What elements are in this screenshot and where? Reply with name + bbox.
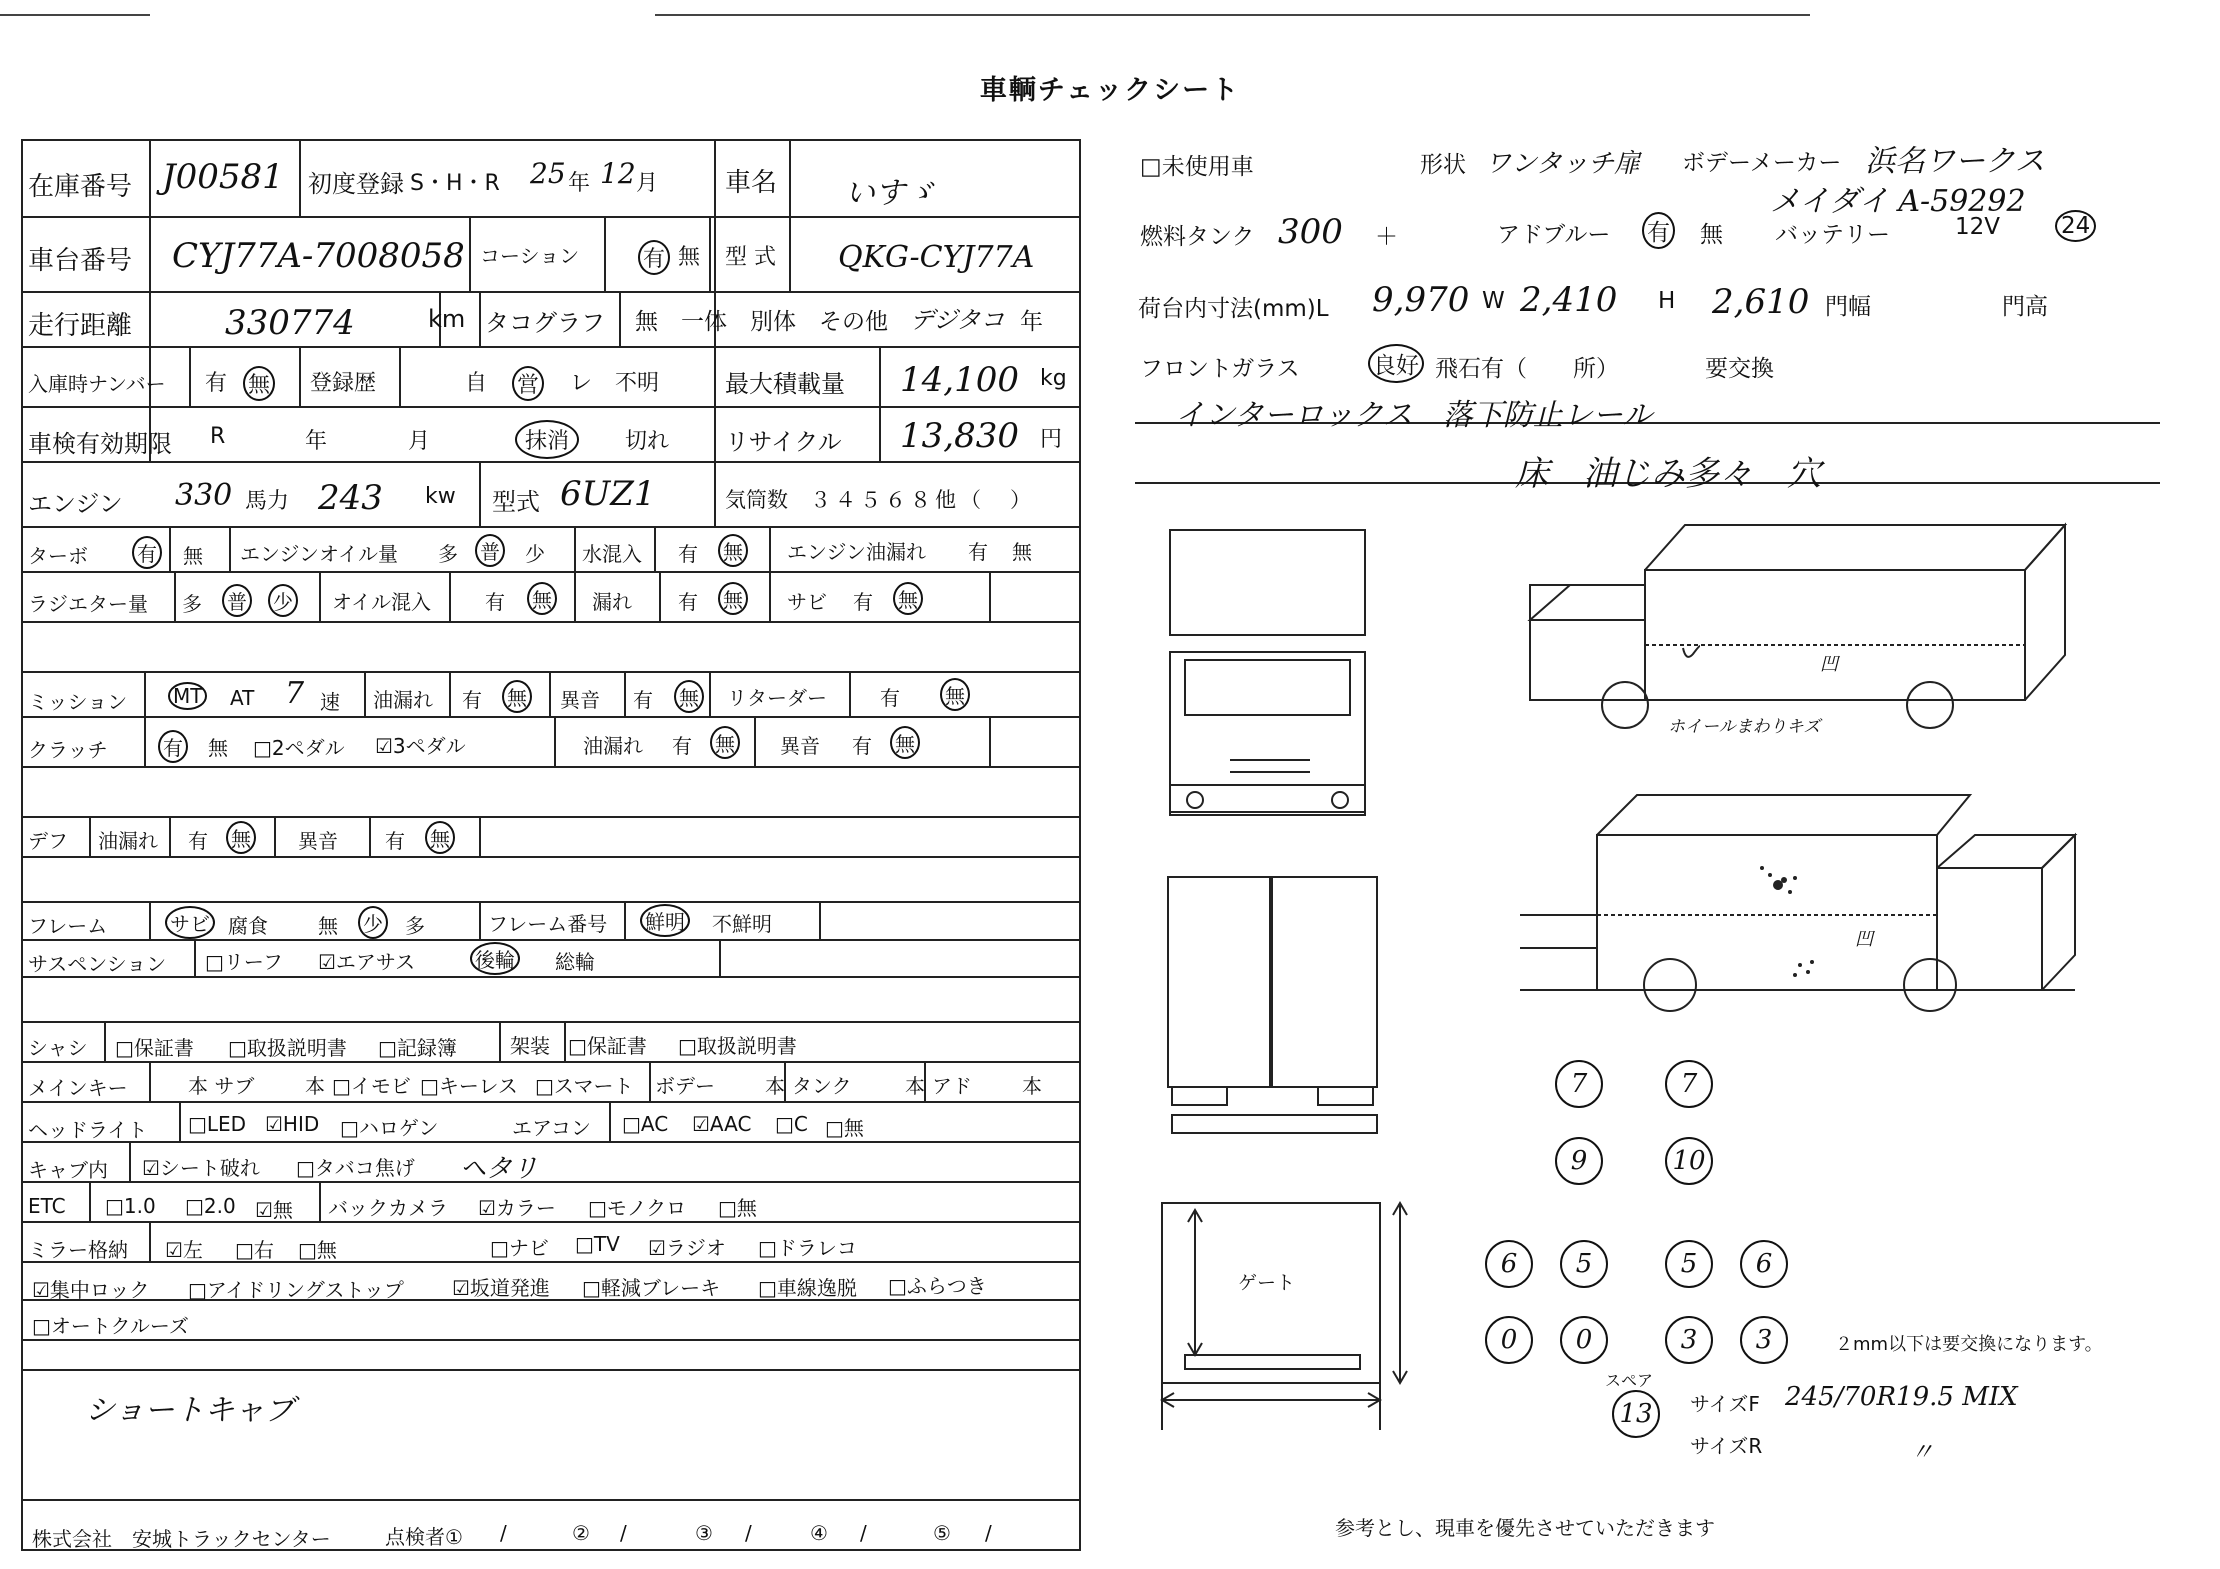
dashcam: □ドラレコ	[758, 1236, 857, 1260]
adblue-key-label: アド	[932, 1074, 972, 1098]
transmission-oil-leak-no: 無	[502, 680, 532, 713]
cabin-seat-torn: ☑シート破れ	[142, 1156, 260, 1180]
water-mix-yes: 有	[678, 542, 698, 566]
car-name-value: いすゞ	[845, 176, 935, 211]
water-mix-label: 水混入	[582, 542, 642, 566]
inspection-expiry-label: 車検有効期限	[28, 430, 172, 458]
inspection-year-unit: 年	[305, 429, 328, 454]
frame-rust: サビ	[165, 906, 215, 939]
coating-yes: 有	[638, 240, 670, 275]
engine-type-label: 型式	[492, 488, 540, 516]
battery-label: バッテリー	[1775, 222, 1890, 248]
mirror-right: □右	[235, 1238, 274, 1262]
inspection-cancelled: 抹消	[515, 420, 579, 459]
clutch-oil-leak-no: 無	[710, 726, 740, 759]
mileage-label: 走行距離	[28, 311, 133, 341]
inspector-slash-2: /	[620, 1521, 627, 1545]
door-width-label: 門幅	[1825, 294, 1871, 320]
two-pedal: □2ペダル	[253, 736, 345, 760]
idling-stop: □アイドリングストップ	[188, 1278, 404, 1302]
turbo-label: ターボ	[28, 544, 88, 568]
turbo-no: 無	[183, 544, 203, 568]
max-load-value: 14,100	[900, 360, 1019, 400]
engine-oil-high: 多	[438, 542, 458, 566]
radiator-leak-yes: 有	[678, 590, 698, 614]
cylinders-options: ３４５６８他（ ）	[810, 488, 1035, 512]
inspector-slot-2: ②	[572, 1521, 590, 1545]
unused-vehicle: □未使用車	[1140, 154, 1254, 180]
transmission-speed-unit: 速	[320, 690, 340, 714]
engine-oil-leak-yes: 有	[968, 540, 988, 564]
reg-unknown: 不明	[615, 371, 660, 396]
horsepower-value: 243	[318, 478, 383, 518]
radiator-high: 多	[182, 592, 202, 616]
battery-24v: 24	[2055, 210, 2096, 242]
inspection-month-unit: 月	[408, 429, 431, 454]
tank-key-count: 本	[905, 1074, 925, 1098]
tire-depth-rear1-left-outer: 6	[1485, 1240, 1533, 1288]
tire-depth-front2-left: 9	[1555, 1137, 1603, 1185]
tachograph-options: 無 一体 別体 その他	[635, 309, 888, 335]
suspension-rear: 後輪	[470, 942, 520, 975]
shape-value: ワンタッチ扉	[1485, 149, 1640, 179]
suspension-air: ☑エアサス	[318, 950, 416, 974]
back-camera-mono: □モノクロ	[588, 1196, 687, 1220]
lane-departure: □車線逸脱	[758, 1276, 857, 1300]
adblue-label: アドブルー	[1497, 222, 1611, 248]
chassis-warranty: □保証書	[115, 1036, 194, 1060]
stock-number-label: 在庫番号	[28, 172, 133, 202]
tire-depth-spare: 13	[1612, 1390, 1660, 1438]
inspector-slash-5: /	[985, 1521, 992, 1545]
coating-label: コーション	[480, 244, 580, 268]
engine-oil-leak-label: エンジン油漏れ	[787, 540, 926, 564]
cabin-label: キャブ内	[28, 1158, 108, 1182]
inspector-slash-4: /	[860, 1521, 867, 1545]
retarder-no: 無	[940, 678, 970, 711]
shape-label: 形状	[1420, 152, 1466, 178]
tire-depth-rear1-right-inner: 5	[1665, 1240, 1713, 1288]
windshield-good: 良好	[1368, 344, 1424, 383]
tire-depth-rear2-right-outer: 3	[1740, 1316, 1788, 1364]
clutch-label: クラッチ	[28, 738, 108, 762]
radiator-leak-label: 漏れ	[592, 590, 632, 614]
tire-depth-rear1-left-inner: 5	[1560, 1240, 1608, 1288]
engine-oil-leak-no: 無	[1012, 540, 1032, 564]
frame-number-clear: 鮮明	[640, 904, 690, 937]
clutch-yes: 有	[158, 730, 188, 763]
coating-no: 無	[678, 245, 701, 270]
dent-note-1: 凹	[1820, 654, 1838, 675]
recycle-value: 13,830	[900, 416, 1019, 456]
tire-depth-front-left: 7	[1555, 1060, 1603, 1108]
tire-depth-rear2-left-inner: 0	[1560, 1316, 1608, 1364]
back-camera-none: □無	[718, 1196, 757, 1220]
clutch-noise-no: 無	[890, 726, 920, 759]
windshield-label: フロントガラス	[1140, 356, 1300, 382]
hill-start-assist: ☑坂道発進	[452, 1276, 550, 1300]
navigation: □ナビ	[490, 1236, 549, 1260]
frame-none: 無	[318, 914, 338, 938]
recycle-unit: 円	[1040, 427, 1063, 452]
ac-manual: □AC	[622, 1112, 669, 1136]
dent-note-2: 凹	[1855, 929, 1873, 950]
back-camera-label: バックカメラ	[328, 1196, 448, 1220]
tank-key-label: タンク	[792, 1074, 852, 1098]
disclaimer: 参考とし、現車を優先させていただきます	[1335, 1516, 1715, 1540]
inspection-era: R	[210, 424, 226, 449]
etc-label: ETC	[28, 1194, 66, 1218]
tire-depth-rear1-right-outer: 6	[1740, 1240, 1788, 1288]
registration-history-label: 登録歴	[310, 371, 377, 396]
headlight-label: ヘッドライト	[28, 1118, 148, 1142]
engine-oil-low: 少	[525, 542, 545, 566]
oil-mix-label: オイル混入	[332, 590, 431, 614]
central-lock: ☑集中ロック	[32, 1278, 150, 1302]
bed-dimensions-label: 荷台内寸法(mm)L	[1138, 296, 1329, 322]
diff-oil-leak-label: 油漏れ	[98, 829, 158, 853]
equipment-note: インターロックス 落下防止レール	[1175, 398, 1653, 433]
battery-12v: 12V	[1955, 214, 2001, 240]
transmission-label: ミッション	[28, 690, 128, 714]
tire-size-front-label: サイズF	[1690, 1392, 1760, 1416]
retarder-label: リターダー	[727, 686, 827, 710]
tv: □TV	[575, 1232, 620, 1256]
model-label: 型 式	[725, 245, 776, 270]
retarder-yes: 有	[880, 686, 900, 710]
back-camera-color: ☑カラー	[478, 1196, 556, 1220]
floor-note: 床 油じみ多々 穴	[1515, 454, 1821, 494]
clutch-noise-yes: 有	[852, 734, 872, 758]
adblue-yes: 有	[1642, 212, 1675, 249]
headlight-halogen: □ハロゲン	[340, 1116, 439, 1140]
body-maker-value: 浜名ワークス	[1865, 144, 2045, 179]
entry-plate-no: 無	[243, 366, 275, 401]
chassis-manual: □取扱説明書	[228, 1036, 347, 1060]
body-docs-label: 架装	[510, 1034, 550, 1058]
first-registration-month: 12	[600, 157, 636, 190]
month-unit: 月	[636, 171, 659, 196]
company-name: 株式会社 安城トラックセンター	[32, 1527, 331, 1551]
frame-label: フレーム	[28, 914, 108, 938]
inspector-slot-5: ⑤	[933, 1521, 951, 1545]
turbo-yes: 有	[132, 536, 162, 569]
horsepower-unit: kw	[425, 484, 456, 509]
bed-width-value: 2,410	[1520, 280, 1618, 320]
bed-length-value: 9,970	[1372, 280, 1470, 320]
keyless: □キーレス	[420, 1074, 518, 1098]
immobilizer: □イモビ	[332, 1074, 411, 1098]
reg-private: 自	[465, 371, 488, 396]
horsepower-label: 馬力	[245, 489, 290, 514]
body-maker-label: ボデーメーカー	[1682, 150, 1842, 176]
water-mix-no: 無	[718, 534, 748, 567]
inspector-slash-1: /	[500, 1521, 507, 1545]
inspection-expired: 切れ	[625, 429, 670, 454]
recycle-label: リサイクル	[725, 428, 842, 456]
frame-corrosion: 腐食	[228, 914, 268, 938]
cylinders-label: 気筒数	[725, 488, 788, 512]
reg-rental: レ	[570, 371, 593, 396]
engine-type-value: 6UZ1	[560, 474, 656, 514]
engine-oil-label: エンジンオイル量	[240, 542, 398, 566]
inspector-slot-4: ④	[810, 1521, 828, 1545]
inspector-slot-3: ③	[695, 1521, 713, 1545]
body-manual: □取扱説明書	[678, 1034, 797, 1058]
oil-mix-no: 無	[527, 582, 557, 615]
radiator-label: ラジエター量	[28, 592, 148, 616]
frame-many: 多	[405, 914, 425, 938]
clutch-oil-leak-yes: 有	[672, 734, 692, 758]
transmission-at: AT	[230, 686, 255, 710]
entry-plate-yes: 有	[205, 371, 228, 396]
radiator-leak-no: 無	[718, 582, 748, 615]
adblue-key-count: 本	[1022, 1074, 1042, 1098]
radio: ☑ラジオ	[648, 1236, 726, 1260]
frame-number-label: フレーム番号	[488, 912, 608, 936]
fuel-plus: ＋	[1375, 224, 1398, 250]
car-name-label: 車名	[725, 168, 778, 198]
frame-number-unclear: 不鮮明	[712, 912, 772, 936]
sub-key-count: 本	[305, 1074, 325, 1098]
collision-mitigation-brake: □軽減ブレーキ	[582, 1276, 721, 1300]
smart-key: □スマート	[535, 1074, 634, 1098]
clutch-noise-label: 異音	[780, 734, 820, 758]
mileage-unit: km	[428, 305, 466, 333]
inspector-slash-3: /	[745, 1521, 752, 1545]
bed-height-value: 2,610	[1712, 282, 1810, 322]
handwritten-note: ショートキャブ	[85, 1393, 295, 1428]
spare-label: スペア	[1605, 1371, 1654, 1390]
transmission-noise-no: 無	[674, 680, 704, 713]
tire-depth-front-right: 7	[1665, 1060, 1713, 1108]
rust-yes: 有	[853, 590, 873, 614]
tire-depth-rear2-right-inner: 3	[1665, 1316, 1713, 1364]
tire-size-rear-value: 〃	[1910, 1438, 1934, 1466]
etc-1-0: □1.0	[105, 1194, 156, 1218]
suspension-leaf: □リーフ	[205, 950, 283, 974]
rust-label: サビ	[787, 590, 827, 614]
headlight-hid: ☑HID	[265, 1112, 320, 1136]
mileage-value: 330774	[225, 303, 355, 343]
fuel-tank-value: 300	[1278, 212, 1343, 252]
transmission-oil-leak-yes: 有	[462, 688, 482, 712]
ac-auto: ☑AAC	[692, 1112, 752, 1136]
rust-no: 無	[893, 582, 923, 615]
suspension-all: 総輪	[555, 950, 595, 974]
engine-value: 330	[175, 478, 233, 513]
stock-number-value: J00581	[162, 157, 284, 197]
tachograph-year: 年	[1020, 309, 1043, 335]
drowsiness-alert: □ふらつき	[888, 1274, 987, 1298]
ac-c: □C	[775, 1112, 808, 1136]
chassis-number-value: CYJ77A-7008058	[172, 236, 465, 276]
max-load-label: 最大積載量	[725, 370, 845, 398]
max-load-unit: kg	[1040, 366, 1067, 391]
auto-cruise: □オートクルーズ	[32, 1314, 189, 1338]
model-value: QKG-CYJ77A	[838, 240, 1035, 275]
windshield-replace: 要交換	[1705, 356, 1774, 382]
diff-oil-leak-yes: 有	[188, 829, 208, 853]
transmission-mt: MT	[168, 682, 207, 710]
headlight-led: □LED	[188, 1112, 247, 1136]
bed-width-label: W	[1482, 288, 1505, 314]
diff-noise-label: 異音	[298, 829, 338, 853]
page-title: 車輌チェックシート	[979, 75, 1241, 106]
mirror-none: □無	[298, 1238, 337, 1262]
body-key-label: ボデー	[655, 1074, 715, 1098]
transmission-speeds: 7	[285, 676, 305, 711]
entry-plate-label: 入庫時ナンバー	[28, 372, 166, 396]
transmission-noise-label: 異音	[560, 688, 600, 712]
inspector-label: 点検者①	[385, 1525, 463, 1549]
chassis-record: □記録簿	[378, 1036, 457, 1060]
tire-size-rear-label: サイズR	[1690, 1434, 1763, 1458]
main-key-count: 本 サブ	[188, 1074, 255, 1098]
body-serial-value: メイダイ A-59292	[1770, 184, 2026, 219]
cabin-cigarette-burn: □タバコ焦げ	[296, 1156, 415, 1180]
diff-oil-leak-no: 無	[226, 821, 256, 854]
tachograph-label: タコグラフ	[485, 309, 605, 337]
suspension-label: サスペンション	[28, 952, 167, 976]
chassis-docs-label: シャシ	[28, 1036, 88, 1060]
adblue-no: 無	[1700, 222, 1723, 248]
diff-noise-no: 無	[425, 821, 455, 854]
radiator-low: 少	[268, 584, 298, 617]
era-options: S・H・R	[410, 171, 500, 196]
cabin-note: ヘタリ	[460, 1154, 539, 1184]
clutch-no: 無	[208, 736, 228, 760]
fuel-tank-label: 燃料タンク	[1140, 224, 1255, 250]
engine-oil-normal: 普	[475, 534, 505, 567]
etc-2-0: □2.0	[185, 1194, 236, 1218]
transmission-oil-leak-label: 油漏れ	[373, 688, 433, 712]
diff-label: デフ	[28, 829, 68, 853]
door-height-label: 門高	[2002, 294, 2048, 320]
gate-label: ゲート	[1238, 1272, 1296, 1294]
main-key-label: メインキー	[28, 1076, 128, 1100]
wheel-scratch-note: ホイールまわりキズ	[1668, 717, 1821, 737]
year-unit: 年	[568, 171, 591, 196]
body-warranty: □保証書	[568, 1034, 647, 1058]
diff-noise-yes: 有	[385, 829, 405, 853]
reg-commercial: 営	[512, 366, 544, 401]
tire-depth-front2-right: 10	[1665, 1137, 1713, 1185]
tachograph-note: デジタコ	[910, 306, 1005, 334]
three-pedal: ☑3ペダル	[375, 734, 466, 758]
first-registration-label: 初度登録	[308, 170, 404, 198]
ac-none: □無	[825, 1116, 864, 1140]
tire-replacement-note: ２mm以下は要交換になります。	[1835, 1334, 2103, 1355]
transmission-noise-yes: 有	[633, 688, 653, 712]
clutch-oil-leak-label: 油漏れ	[583, 734, 643, 758]
tire-size-front-value: 245/70R19.5 MIX	[1785, 1382, 2018, 1412]
radiator-normal: 普	[222, 584, 252, 617]
bed-height-label: H	[1658, 288, 1676, 314]
engine-label: エンジン	[28, 490, 123, 518]
mirror-left: ☑左	[165, 1238, 203, 1262]
frame-few: 少	[358, 906, 388, 939]
etc-none: ☑無	[255, 1198, 293, 1222]
chassis-number-label: 車台番号	[28, 246, 133, 276]
air-conditioner-label: エアコン	[512, 1116, 591, 1140]
tire-depth-rear2-left-outer: 0	[1485, 1316, 1533, 1364]
oil-mix-yes: 有	[485, 590, 505, 614]
stone-chip-label: 飛石有（ 所）	[1435, 356, 1619, 382]
mirror-fold-label: ミラー格納	[28, 1238, 128, 1262]
first-registration-year: 25	[530, 157, 566, 190]
body-key-count: 本	[765, 1074, 785, 1098]
